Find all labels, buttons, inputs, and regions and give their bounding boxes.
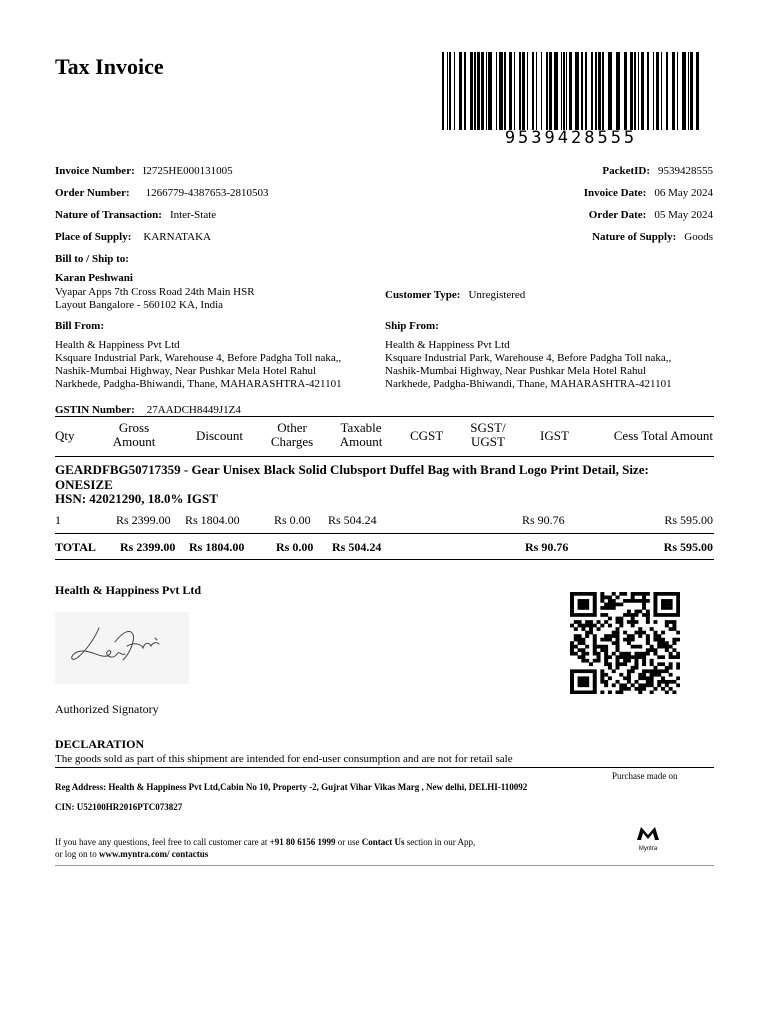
header-sgst-line-2: UGST — [471, 434, 505, 449]
place-of-supply-value: KARNATAKA — [143, 231, 211, 243]
packet-id-value: 9539428555 — [658, 165, 713, 177]
ship-from-line: Nashik-Mumbai Highway, Near Pushkar Mela Hotel Rahul — [385, 365, 647, 377]
ship-from-line: Ksquare Industrial Park, Warehouse 4, Before Padgha Toll naka,, — [385, 352, 672, 364]
header-taxable-amount — [332, 421, 390, 449]
customer-type-value: Unregistered — [468, 289, 526, 301]
item-gross-amount: Rs 2399.00 — [116, 513, 171, 527]
barcode-image — [442, 52, 700, 130]
header-cgst: CGST — [410, 428, 444, 443]
nature-of-supply-value: Goods — [684, 231, 713, 243]
customer-care-phone[interactable]: +91 80 6156 1999 — [269, 837, 336, 847]
bill-from-line: Nashik-Mumbai Highway, Near Pushkar Mela Hotel Rahul — [55, 365, 317, 377]
item-description-line-2: ONESIZE — [55, 477, 113, 492]
bill-from-line: Ksquare Industrial Park, Warehouse 4, Before Padgha Toll naka,, — [55, 352, 342, 364]
item-discount: Rs 1804.00 — [185, 513, 240, 527]
myntra-logo-text: Myntra — [638, 846, 658, 852]
declaration-heading: DECLARATION — [55, 737, 145, 751]
item-hsn: HSN: 42021290, 18.0% IGST — [55, 491, 218, 506]
order-date-row — [589, 205, 713, 223]
ship-from-line: Narkhede, Padgha-Bhiwandi, Thane, MAHARASHTRA-421101 — [385, 378, 672, 390]
item-total-amount: Rs 595.00 — [664, 513, 713, 527]
order-number-row — [55, 183, 268, 201]
barcode-number: 9539428555 — [504, 128, 638, 148]
packet-id-row — [602, 161, 713, 179]
authorized-signatory: Authorized Signatory — [55, 702, 159, 716]
customer-address-line-2: Layout Bangalore - 560102 KA, India — [55, 299, 224, 311]
purchase-made-on: Purchase made on — [612, 771, 678, 781]
place-of-supply-label: Place of Supply: — [55, 231, 132, 243]
item-qty: 1 — [55, 513, 61, 527]
bill-to-heading: Bill to / Ship to: — [55, 253, 129, 265]
packet-id-label: PacketID: — [602, 165, 650, 177]
footer-rule — [55, 865, 714, 866]
ship-from-address — [385, 339, 672, 391]
header-discount: Discount — [196, 428, 243, 443]
order-date-label: Order Date: — [588, 209, 647, 221]
bill-from-heading: Bill From: — [55, 320, 104, 332]
header-igst: IGST — [540, 428, 569, 443]
seller-name: Health & Happiness Pvt Ltd — [55, 583, 202, 597]
item-igst: Rs 90.76 — [522, 513, 565, 527]
header-sgst-line-1: SGST/ — [470, 420, 506, 435]
footer-text: If you have any questions, feel free to call customer care at — [55, 837, 270, 847]
header-sgst-ugst — [462, 421, 514, 449]
invoice-date-label: Invoice Date: — [583, 187, 647, 199]
header-gross-line-1: Gross — [118, 420, 150, 435]
total-taxable-amount: Rs 504.24 — [332, 540, 382, 554]
total-igst: Rs 90.76 — [525, 540, 569, 554]
invoice-number-label: Invoice Number: — [55, 165, 135, 177]
invoice-number-value: I2725HE000131005 — [142, 165, 233, 177]
nature-of-supply-row — [592, 227, 713, 245]
footer-text: section in our App, — [404, 837, 476, 847]
place-of-supply-row — [55, 227, 211, 245]
item-description-line-1: GEARDFBG50717359 - Gear Unisex Black Solid Clubsport Duffel Bag with Brand Logo Print Detail, Size: — [55, 462, 649, 477]
transaction-nature-value: Inter-State — [169, 209, 217, 221]
total-discount: Rs 1804.00 — [189, 540, 245, 554]
order-date-value: 05 May 2024 — [654, 209, 713, 221]
order-number-label: Order Number: — [55, 187, 130, 199]
transaction-nature-label: Nature of Transaction: — [55, 209, 162, 221]
bill-from-line: Narkhede, Padgha-Bhiwandi, Thane, MAHARASHTRA-421101 — [55, 378, 342, 390]
header-gross-amount — [104, 421, 164, 449]
myntra-contact-url[interactable]: www.myntra.com/ contactus — [99, 849, 209, 859]
table-header-rule — [55, 456, 714, 457]
qr-code-image — [570, 592, 680, 694]
bill-from-address — [55, 339, 342, 391]
total-amount: Rs 595.00 — [663, 540, 713, 554]
invoice-number-row — [55, 161, 233, 179]
footer-text: or use — [335, 837, 362, 847]
page-title: Tax Invoice — [55, 54, 164, 79]
reg-address: Reg Address: Health & Happiness Pvt Ltd,Cabin No 10, Property -2, Gujrat Vihar Vikas Marg , New delhi, DELHI-110092 — [55, 782, 528, 792]
declaration-text: The goods sold as part of this shipment are intended for end-user consumption and are not for retail sale — [55, 753, 513, 765]
header-taxable-line-2: Amount — [339, 434, 383, 449]
header-other-charges — [266, 421, 318, 449]
header-cess-total: Cess Total Amount — [613, 428, 713, 443]
table-top-rule — [55, 416, 714, 417]
gstin-label: GSTIN Number: — [55, 404, 135, 416]
transaction-nature-row — [55, 205, 216, 223]
customer-type-row — [385, 285, 525, 303]
bill-from-line: Health & Happiness Pvt Ltd — [55, 339, 180, 351]
myntra-m-icon — [635, 825, 661, 841]
footer-text: or log on to — [55, 849, 99, 859]
declaration-rule — [55, 767, 714, 768]
header-other-line-1: Other — [277, 420, 307, 435]
cin-number: CIN: U52100HR2016PTC073827 — [55, 802, 183, 812]
total-gross-amount: Rs 2399.00 — [120, 540, 176, 554]
customer-type-label: Customer Type: — [385, 289, 461, 301]
table-bottom-rule — [55, 559, 714, 560]
myntra-logo — [630, 825, 666, 853]
invoice-date-value: 06 May 2024 — [654, 187, 713, 199]
table-total-top-rule — [55, 533, 714, 534]
header-other-line-2: Charges — [270, 434, 314, 449]
invoice-date-row — [584, 183, 713, 201]
header-gross-line-2: Amount — [112, 434, 156, 449]
item-other-charges: Rs 0.00 — [274, 513, 311, 527]
footer-contact — [55, 836, 475, 860]
signature-image — [55, 612, 189, 684]
nature-of-supply-label: Nature of Supply: — [592, 231, 677, 243]
header-taxable-line-1: Taxable — [340, 420, 382, 435]
customer-name: Karan Peshwani — [55, 272, 133, 284]
total-other-charges: Rs 0.00 — [276, 540, 314, 554]
contact-us-link[interactable]: Contact Us — [361, 837, 405, 847]
item-taxable-amount: Rs 504.24 — [328, 513, 377, 527]
gstin-value: 27AADCH8449J1Z4 — [146, 404, 241, 416]
total-label: TOTAL — [55, 540, 96, 554]
customer-address-line-1: Vyapar Apps 7th Cross Road 24th Main HSR — [55, 286, 255, 298]
order-number-value: 1266779-4387653-2810503 — [145, 187, 269, 199]
header-qty: Qty — [55, 428, 75, 443]
ship-from-heading: Ship From: — [385, 320, 439, 332]
item-description — [55, 462, 715, 492]
ship-from-line: Health & Happiness Pvt Ltd — [385, 339, 510, 351]
